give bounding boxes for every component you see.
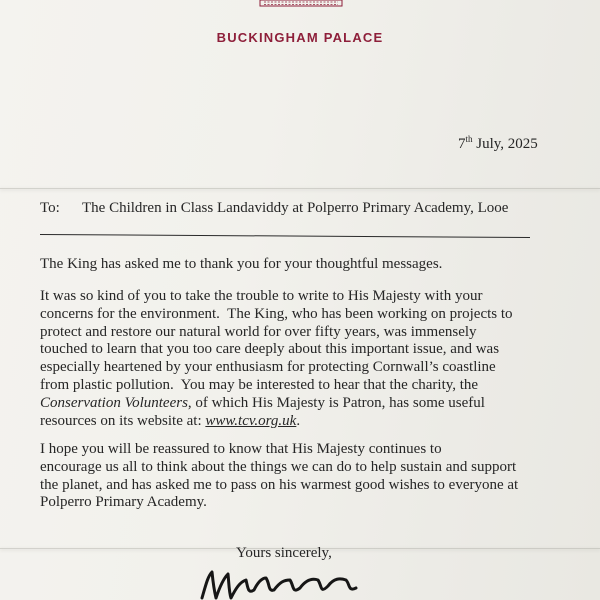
handwritten-signature [196, 564, 366, 600]
paragraph-environment [40, 288, 513, 430]
paper-fold-upper [0, 188, 600, 189]
paragraph-line: It was so kind of you to take the trouble to write to His Majesty with your [40, 288, 483, 304]
letterhead-title: BUCKINGHAM PALACE [216, 30, 384, 45]
recipient-label: To: [40, 200, 60, 216]
paragraph-line: concerns for the environment. The King, who has been working on projects to [40, 305, 513, 322]
paragraph-wishes [40, 441, 518, 512]
paragraph-line: protect and restore our natural world for over fifty years, was immensely [40, 323, 477, 340]
paragraph-line: encourage us all to think about the things we can do to help sustain and support [40, 458, 517, 475]
charity-website-link[interactable]: www.tcv.org.uk [205, 412, 297, 429]
paragraph-line: touched to learn that you too care deeply about this important issue, and was [40, 341, 500, 358]
paragraph-thanks [40, 256, 442, 274]
paragraph-line: I hope you will be reassured to know that His Majesty continues to [40, 441, 442, 457]
paragraph-line: The King has asked me to thank you for your thoughtful messages. [40, 256, 443, 272]
recipient-name: The Children in Class Landaviddy at Polperro Primary Academy, Looe [82, 200, 509, 216]
letter-date [458, 134, 538, 153]
letter-closing: Yours sincerely, [236, 545, 332, 561]
paragraph-line: resources on its website at: [40, 412, 206, 429]
paragraph-line: especially heartened by your enthusiasm for protecting Cornwall’s coastline [40, 359, 496, 376]
royal-crest-icon [258, 0, 344, 8]
paragraph-line: from plastic pollution. You may be interested to hear that the charity, the [40, 376, 479, 393]
paragraph-line: , of which His Majesty is Patron, has some useful [187, 394, 485, 411]
date-month-year: July, 2025 [472, 136, 538, 152]
paragraph-line: . [296, 412, 301, 429]
recipient-divider [40, 234, 530, 238]
charity-name: Conservation Volunteers [40, 394, 188, 411]
paragraph-line: the planet, and has asked me to pass on his warmest good wishes to everyone at [40, 476, 519, 493]
paragraph-line: Polperro Primary Academy. [40, 494, 207, 511]
date-day: 7 [458, 136, 466, 152]
date-suffix: th [465, 134, 473, 144]
